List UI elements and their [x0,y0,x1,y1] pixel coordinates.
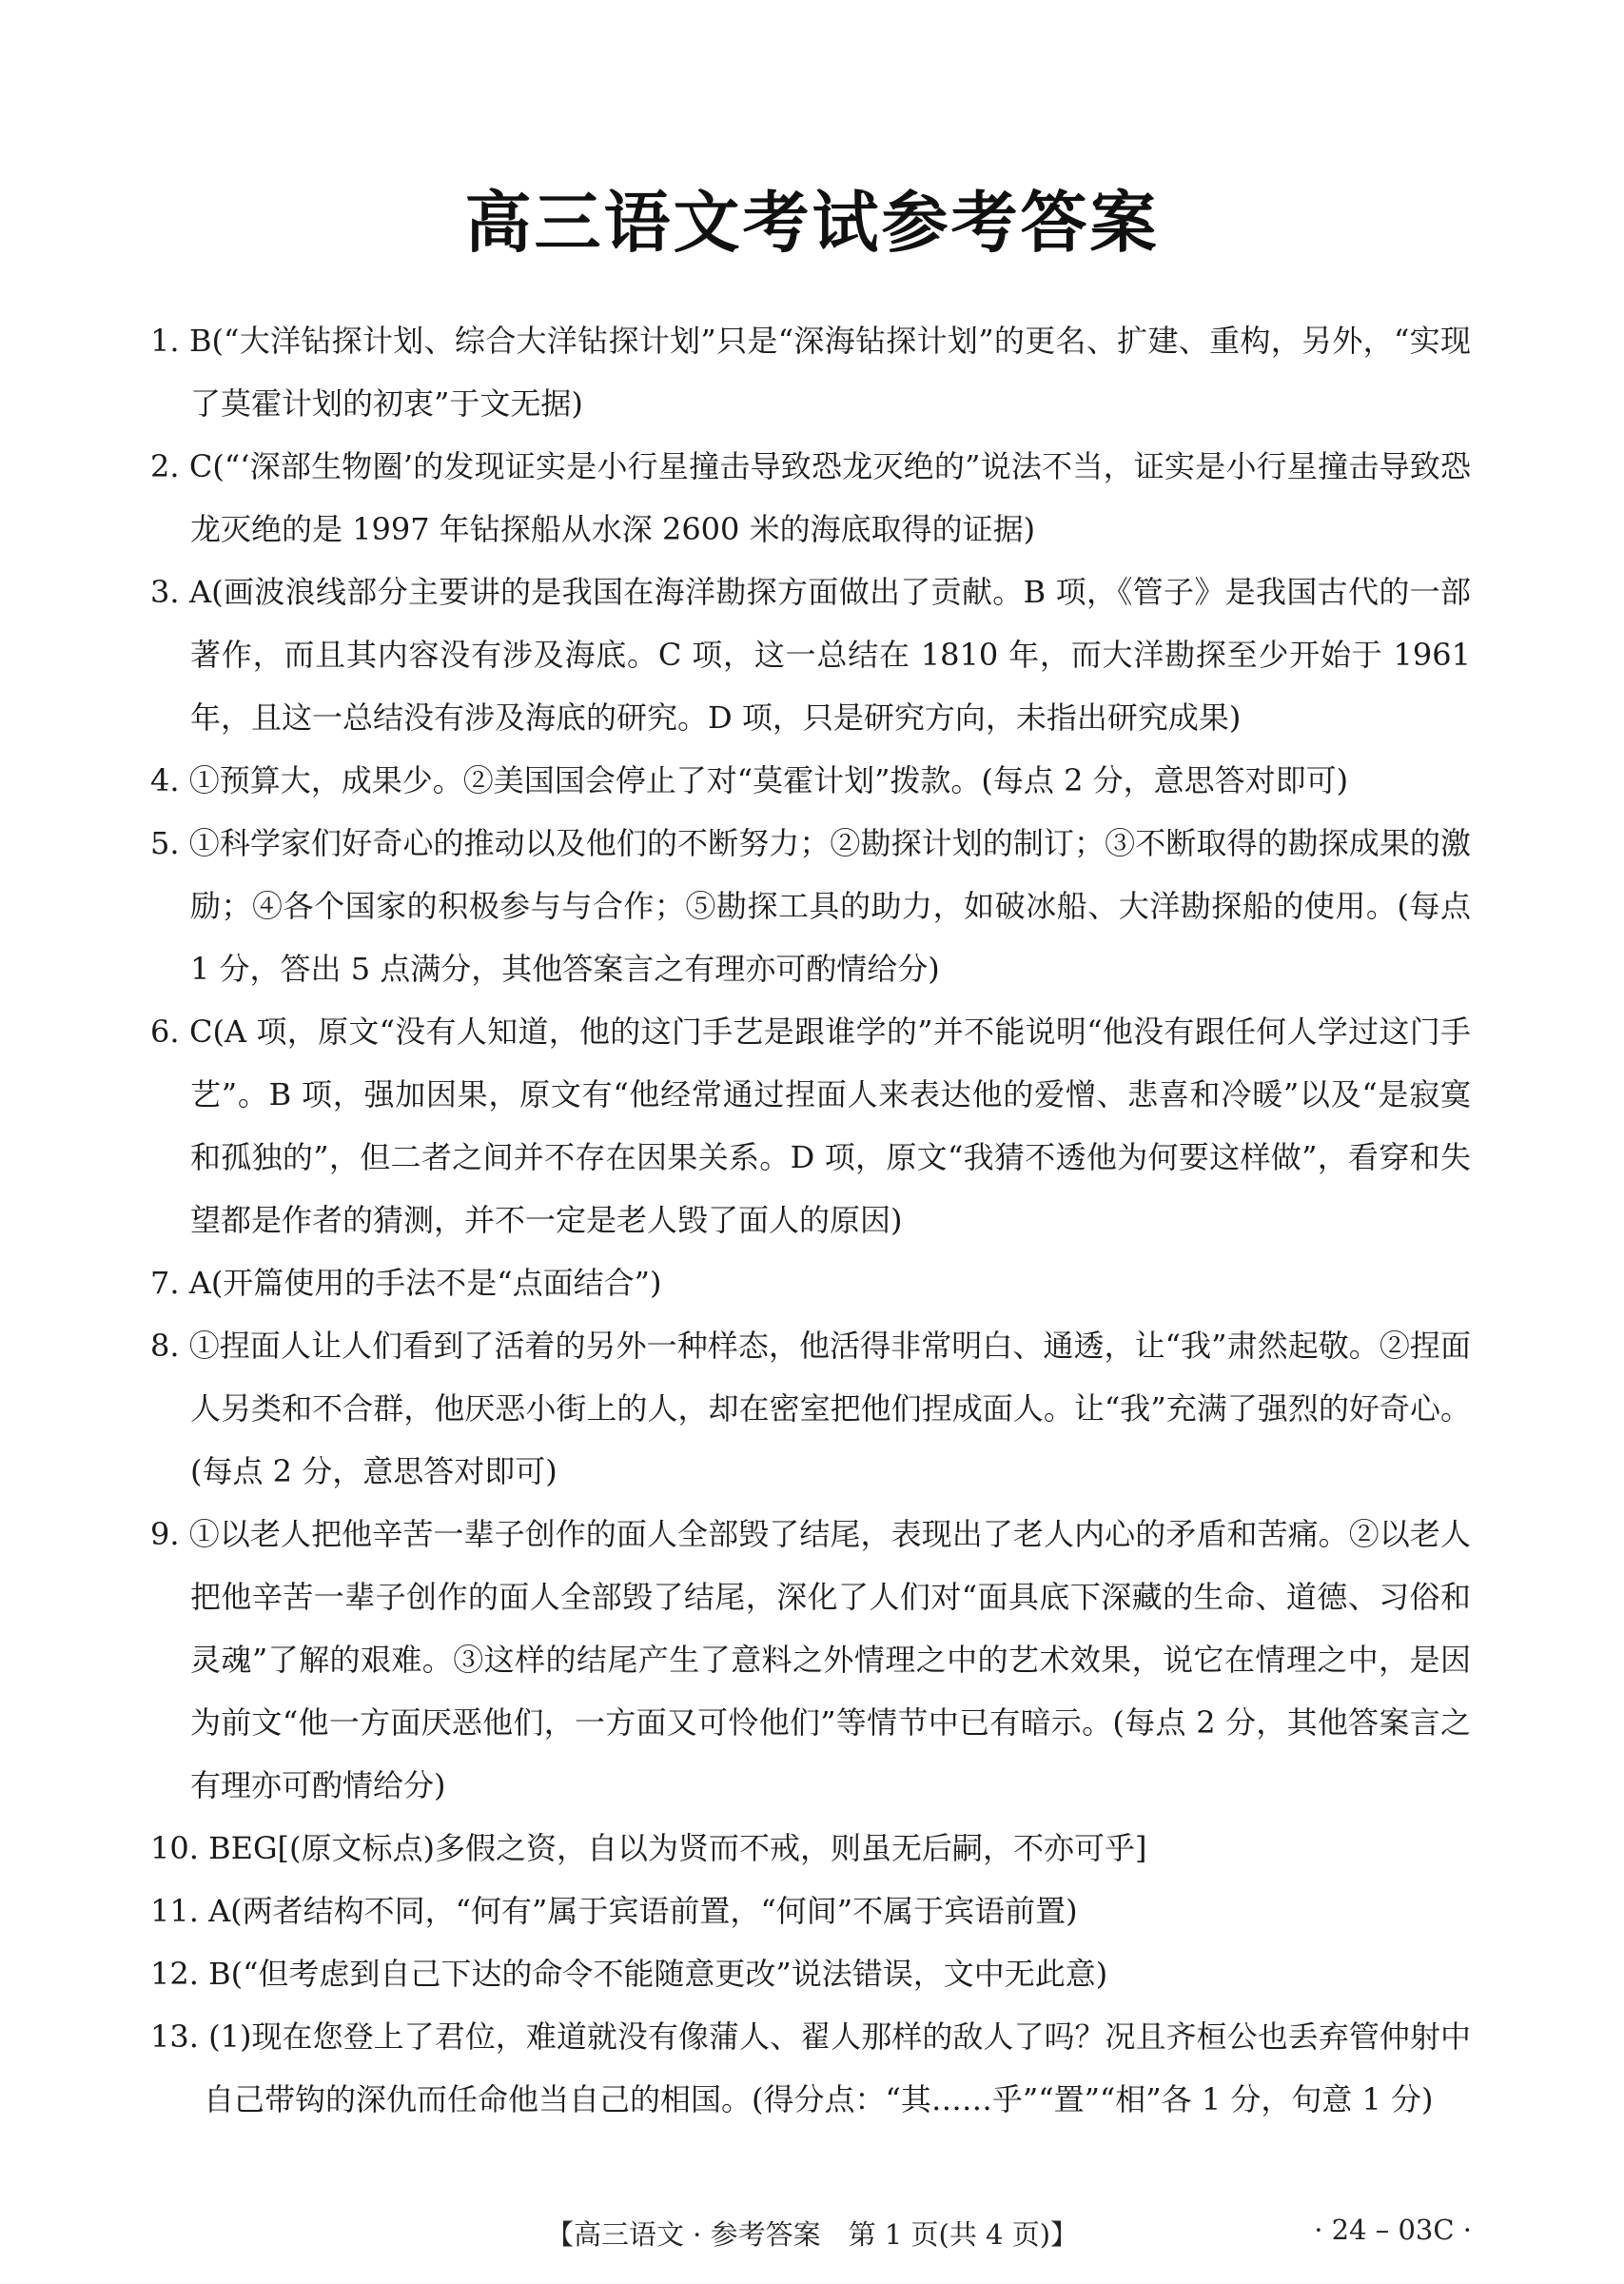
answer-item-13: 13. (1)现在您登上了君位，难道就没有像蒲人、翟人那样的敌人了吗？况且齐桓公也丢弃管仲射中自己带钩的深仇而任命他当自己的相国。(得分点：“其……乎”“置”“相”各 1 分，句意 1 分) [150,2018,1471,2117]
answer-item-7: 7. A(开篇使用的手法不是“点面结合”) [150,1265,662,1301]
answer-item-9: 9. ①以老人把他辛苦一辈子创作的面人全部毁了结尾，表现出了老人内心的矛盾和苦痛。②以老人把他辛苦一辈子创作的面人全部毁了结尾，深化了人们对“面具底下深藏的生命、道德、习俗和灵魂”了解的艰难。③这样的结尾产生了意料之外情理之中的艺术效果，说它在情理之中，是因为前文“他一方面厌恶他们，一方面又可怜他们”等情节中已有暗示。(每点 2 分，其他答案言之有理亦可酌情给分) [150,1516,1471,1803]
page-title: 高三语文考试参考答案 [464,184,1160,262]
page-footer [0,2214,1624,2252]
answer-list [150,309,1471,2131]
answer-item-6: 6. C(A 项，原文“没有人知道，他的这门手艺是跟谁学的”并不能说明“他没有跟任何人学过这门手艺”。B 项，强加因果，原文有“他经常通过捏面人来表达他的爱憎、悲喜和冷暖”以及“是寂寞和孤独的”，但二者之间并不存在因果关系。D 项，原文“我猜不透他为何要这样做”，看穿和失望都是作者的猜测，并不一定是老人毁了面人的原因) [150,1014,1471,1238]
answer-item-3: 3. A(画波浪线部分主要讲的是我国在海洋勘探方面做出了贡献。B 项，《管子》是我国古代的一部著作，而且其内容没有涉及海底。C 项，这一总结在 1810 年，而大洋勘探至少开始于 1961 年，且这一总结没有涉及海底的研究。D 项，只是研究方向，未指出研究成果) [150,574,1471,736]
footer-exam-code: · 24 – 03C · [1314,2214,1472,2246]
answer-item-10: 10. BEG[(原文标点)多假之资，自以为贤而不戒，则虽无后嗣，不亦可乎] [150,1830,1147,1866]
footer-page-info: 【高三语文 · 参考答案 第 1 页(共 4 页)】 [545,2218,1079,2251]
answer-item-12: 12. B(“但考虑到自己下达的命令不能随意更改”说法错误，文中无此意) [150,1956,1108,1992]
answer-item-5: 5. ①科学家们好奇心的推动以及他们的不断努力；②勘探计划的制订；③不断取得的勘探成果的激励；④各个国家的积极参与与合作；⑤勘探工具的助力，如破冰船、大洋勘探船的使用。(每点 1 分，答出 5 点满分，其他答案言之有理亦可酌情给分) [150,825,1471,987]
answer-item-11: 11. A(两者结构不同，“何有”属于宾语前置，“何间”不属于宾语前置) [150,1893,1078,1929]
answer-item-8: 8. ①捏面人让人们看到了活着的另外一种样态，他活得非常明白、通透，让“我”肃然起敬。②捏面人另类和不合群，他厌恶小街上的人，却在密室把他们捏成面人。让“我”充满了强烈的好奇心。(每点 2 分，意思答对即可) [150,1328,1471,1489]
answer-item-2: 2. C(“‘深部生物圈’的发现证实是小行星撞击导致恐龙灭绝的”说法不当，证实是小行星撞击导致恐龙灭绝的是 1997 年钻探船从水深 2600 米的海底取得的证据) [150,448,1471,547]
answer-item-1: 1. B(“大洋钻探计划、综合大洋钻探计划”只是“深海钻探计划”的更名、扩建、重构，另外，“实现了莫霍计划的初衷”于文无据) [150,323,1471,422]
answer-item-4: 4. ①预算大，成果少。②美国国会停止了对“莫霍计划”拨款。(每点 2 分，意思答对即可) [150,762,1349,798]
